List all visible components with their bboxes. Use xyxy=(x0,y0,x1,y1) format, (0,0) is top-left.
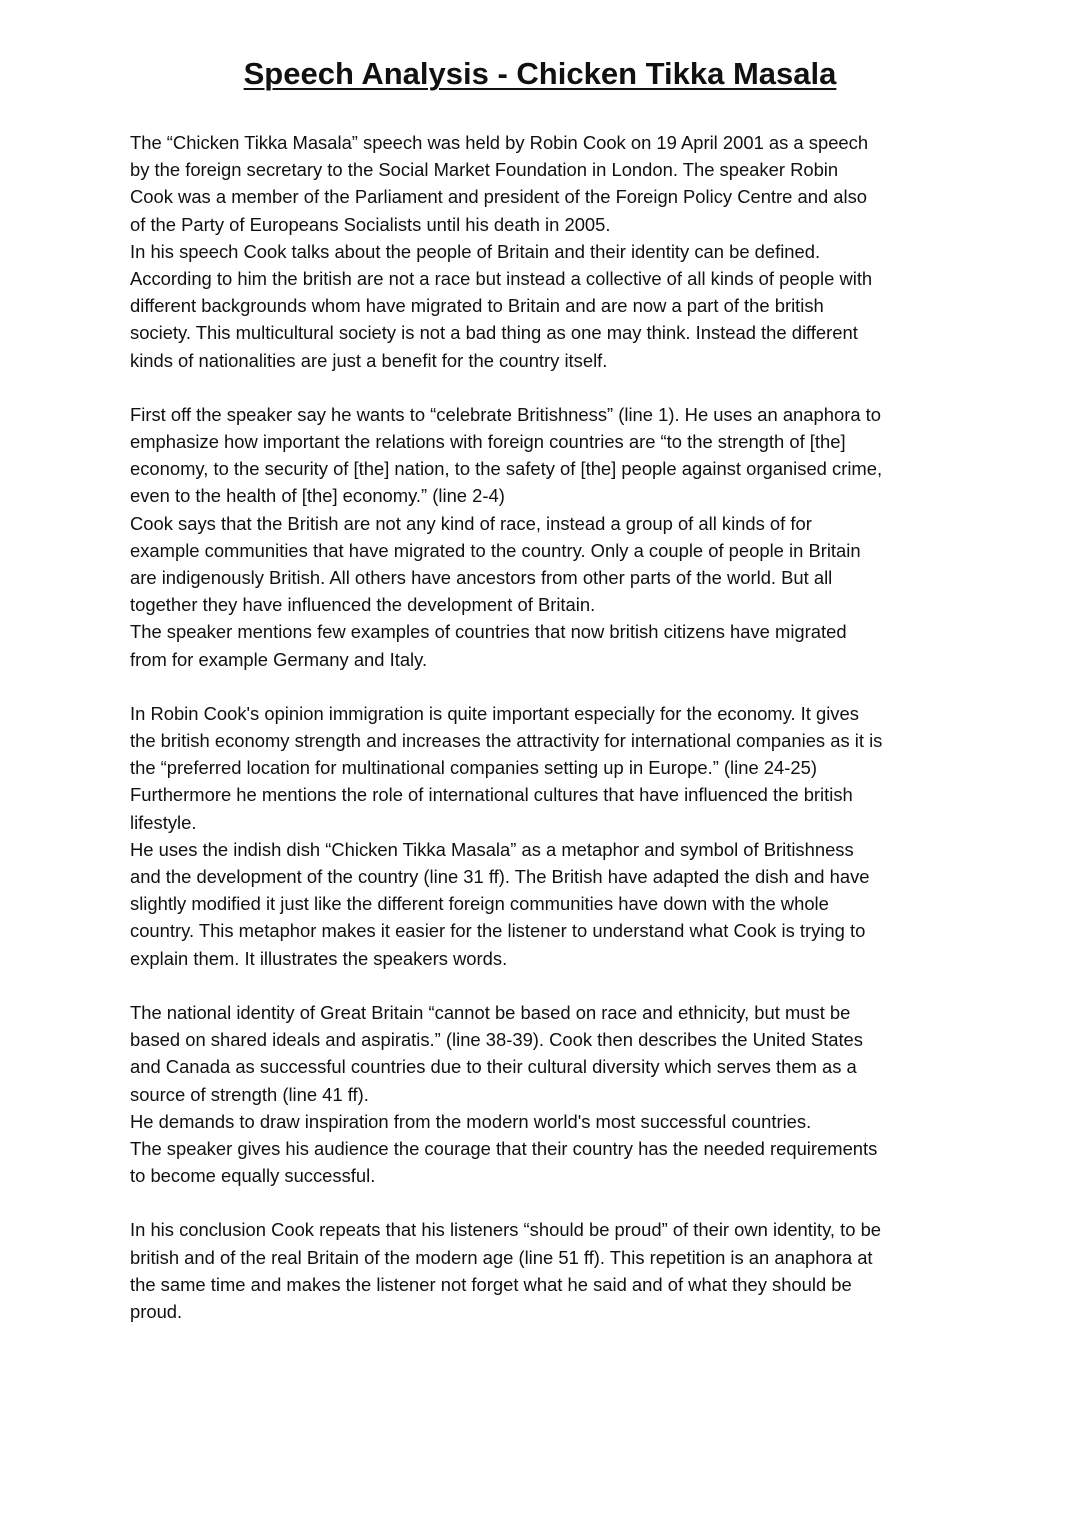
paragraph-block xyxy=(130,700,960,972)
text-line: example communities that have migrated to the country. Only a couple of people in Britain xyxy=(130,539,861,561)
text-line: proud. xyxy=(130,1300,183,1322)
text-line: source of strength (line 41 ff). xyxy=(130,1083,369,1105)
text-line: by the foreign secretary to the Social Market Foundation in London. The speaker Robin xyxy=(130,159,839,181)
text-line: to become equally successful. xyxy=(130,1165,376,1187)
text-line: the same time and makes the listener not forget what he said and of what they should be xyxy=(130,1273,852,1295)
text-line: of the Party of Europeans Socialists until his death in 2005. xyxy=(130,213,611,235)
text-line: In Robin Cook's opinion immigration is quite important especially for the economy. It gives xyxy=(130,702,859,724)
text-line: In his conclusion Cook repeats that his listeners “should be proud” of their own identity, to be xyxy=(130,1219,882,1241)
page-title: Speech Analysis - Chicken Tikka Masala xyxy=(243,56,837,91)
paragraph-block xyxy=(130,129,960,374)
paragraph-block xyxy=(130,401,960,673)
text-line: Furthermore he mentions the role of international cultures that have influenced the british xyxy=(130,784,853,806)
text-line: the british economy strength and increases the attractivity for international companies as it is xyxy=(130,730,883,752)
text-line: from for example Germany and Italy. xyxy=(130,648,428,670)
text-line: In his speech Cook talks about the people of Britain and their identity can be defined. xyxy=(130,240,821,262)
text-line: kinds of nationalities are just a benefit for the country itself. xyxy=(130,349,608,371)
text-line: First off the speaker say he wants to “celebrate Britishness” (line 1). He uses an anaphora to xyxy=(130,403,881,425)
text-line: british and of the real Britain of the modern age (line 51 ff). This repetition is an anaphora at xyxy=(130,1246,873,1268)
paragraph-block xyxy=(130,1216,960,1325)
text-line: are indigenously British. All others have ancestors from other parts of the world. But all xyxy=(130,567,833,589)
text-line: the “preferred location for multinational companies setting up in Europe.” (line 24-25) xyxy=(130,757,817,779)
text-line: based on shared ideals and aspiratis.” (line 38-39). Cook then describes the United States xyxy=(130,1029,863,1051)
text-line: even to the health of [the] economy.” (line 2-4) xyxy=(130,485,505,507)
text-line: country. This metaphor makes it easier for the listener to understand what Cook is trying to xyxy=(130,920,866,942)
text-line: The speaker gives his audience the courage that their country has the needed requirements xyxy=(130,1137,878,1159)
text-line: economy, to the security of [the] nation, to the safety of [the] people against organised crime, xyxy=(130,458,883,480)
text-line: The “Chicken Tikka Masala” speech was held by Robin Cook on 19 April 2001 as a speech xyxy=(130,132,869,153)
text-line: He uses the indish dish “Chicken Tikka Masala” as a metaphor and symbol of Britishness xyxy=(130,838,854,860)
text-line: slightly modified it just like the different foreign communities have down with the whole xyxy=(130,893,829,915)
text-line: The speaker mentions few examples of countries that now british citizens have migrated xyxy=(130,621,847,643)
text-line: emphasize how important the relations with foreign countries are “to the strength of [the] xyxy=(130,431,846,453)
text-line: and Canada as successful countries due to their cultural diversity which serves them as a xyxy=(130,1056,857,1078)
text-line: lifestyle. xyxy=(130,811,197,833)
text-line: According to him the british are not a race but instead a collective of all kinds of people with xyxy=(130,268,873,290)
text-line: society. This multicultural society is not a bad thing as one may think. Instead the different xyxy=(130,322,858,344)
document-body xyxy=(130,129,960,1352)
text-line: together they have influenced the development of Britain. xyxy=(130,594,596,616)
text-line: The national identity of Great Britain “cannot be based on race and ethnicity, but must be xyxy=(130,1001,851,1023)
text-line: Cook says that the British are not any kind of race, instead a group of all kinds of for xyxy=(130,512,812,534)
text-line: and the development of the country (line 31 ff). The British have adapted the dish and have xyxy=(130,866,870,888)
text-line: explain them. It illustrates the speakers words. xyxy=(130,947,508,969)
text-line: Cook was a member of the Parliament and president of the Foreign Policy Centre and also xyxy=(130,186,868,208)
paragraph-block xyxy=(130,999,960,1189)
text-line: He demands to draw inspiration from the modern world's most successful countries. xyxy=(130,1110,812,1132)
text-line: different backgrounds whom have migrated to Britain and are now a part of the british xyxy=(130,295,824,317)
